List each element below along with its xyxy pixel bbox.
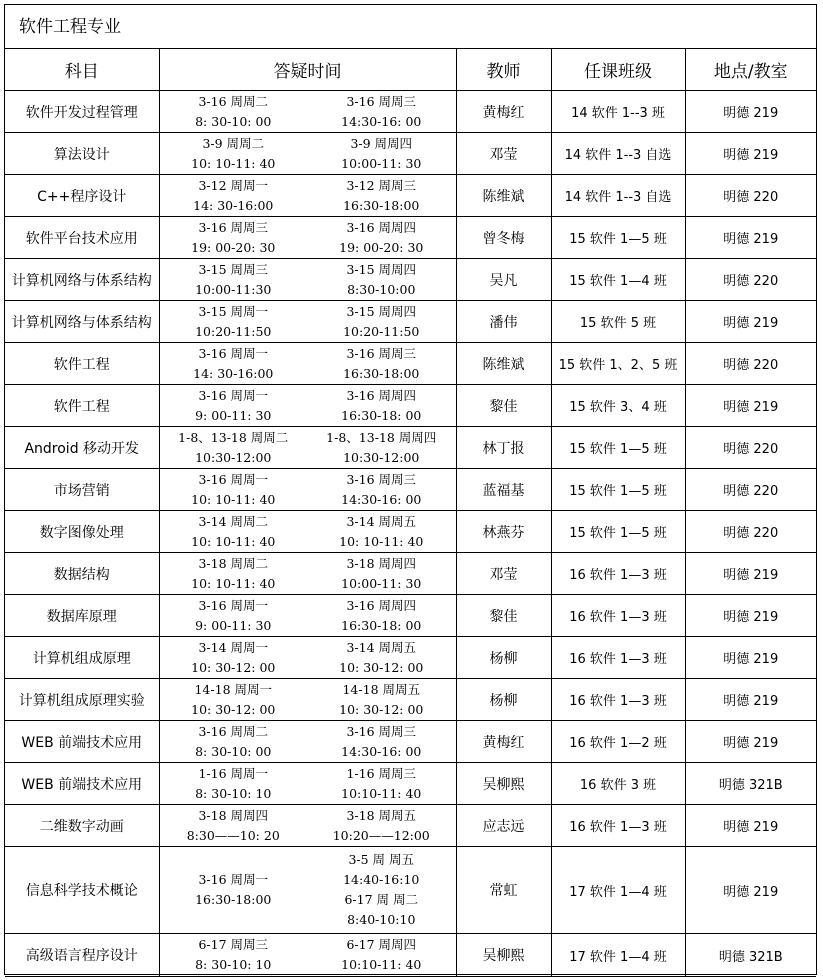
time-line: 10:10-11: 40 [341,957,422,972]
time-slot-1 [159,469,307,511]
time-line: 3-14 周周二 [198,513,269,529]
time-line: 10:20-11:50 [195,323,272,339]
subject-cell: 信息科学技术概论 [5,847,159,934]
time-line: 9: 00-11: 30 [195,407,272,423]
teacher-cell: 陈维斌 [456,343,551,385]
time-slot-2 [307,721,456,763]
time-line: 3-18 周周二 [198,555,269,571]
room-cell: 明德 321B [685,934,816,977]
header-room: 地点/教室 [685,49,816,91]
room-cell: 明德 219 [685,553,816,595]
classes-cell: 16 软件 1—3 班 [551,553,685,595]
time-line: 8:30-10:00 [347,281,416,297]
table-row [5,763,816,805]
time-slot-2 [307,133,456,175]
time-slot-1 [159,133,307,175]
time-slot-2 [307,175,456,217]
teacher-cell: 潘伟 [456,301,551,343]
time-line: 10: 10-11: 40 [191,575,276,591]
subject-cell: 软件平台技术应用 [5,217,159,259]
time-slot-1 [159,721,307,763]
classes-cell: 15 软件 1—5 班 [551,511,685,553]
subject-cell: 高级语言程序设计 [5,934,159,977]
time-line: 8:40-10:10 [347,912,416,927]
time-line: 1-16 周周一 [198,765,269,781]
time-line: 3-16 周周一 [198,345,269,361]
room-cell: 明德 219 [685,133,816,175]
table-row [5,175,816,217]
teacher-cell: 吴柳熙 [456,763,551,805]
time-line: 3-16 周周三 [346,93,417,109]
time-line: 14: 30-16:00 [193,365,274,381]
time-line: 3-15 周周四 [346,303,417,319]
time-line: 19: 00-20: 30 [339,239,424,255]
teacher-cell: 黎佳 [456,385,551,427]
teacher-cell: 吴凡 [456,259,551,301]
time-line: 3-12 周周三 [346,177,417,193]
time-slot-2 [307,469,456,511]
time-slot-2 [307,679,456,721]
time-line: 16:30-18: 00 [341,407,422,423]
time-line: 3-9 周周二 [202,135,265,151]
time-line: 3-16 周周二 [198,93,269,109]
subject-cell: 软件工程 [5,385,159,427]
time-line: 10:30-12:00 [343,449,420,465]
time-line: 8: 30-10: 10 [195,785,272,801]
teacher-cell: 林燕芬 [456,511,551,553]
time-line: 6-17 周 周二 [344,892,419,907]
table-row [5,427,816,469]
header-classes: 任课班级 [551,49,685,91]
time-line: 16:30-18:00 [343,365,420,381]
room-cell: 明德 219 [685,847,816,934]
table-row [5,301,816,343]
time-line: 10: 30-12: 00 [339,701,424,717]
time-line: 6-17 周周四 [346,937,417,952]
table-row [5,511,816,553]
room-cell: 明德 220 [685,511,816,553]
table-body [5,91,816,977]
classes-cell: 16 软件 1—3 班 [551,805,685,847]
page-title: 软件工程专业 [5,5,816,49]
time-slot-2 [307,259,456,301]
subject-cell: Android 移动开发 [5,427,159,469]
table-row [5,259,816,301]
time-line: 8:30——10: 20 [186,827,280,843]
classes-cell: 14 软件 1--3 自选 [551,133,685,175]
room-cell: 明德 220 [685,175,816,217]
table-row [5,91,816,133]
subject-cell: 计算机网络与体系结构 [5,301,159,343]
time-line: 10:10-11: 40 [341,785,422,801]
time-slot-1 [159,91,307,133]
time-line: 8: 30-10: 00 [195,113,272,129]
subject-cell: 市场营销 [5,469,159,511]
time-slot-2 [307,511,456,553]
subject-cell: WEB 前端技术应用 [5,763,159,805]
time-line: 3-14 周周五 [346,639,417,655]
table-row [5,805,816,847]
teacher-cell: 吴柳熙 [456,934,551,977]
time-line: 14-18 周周五 [342,681,420,697]
header-subject: 科目 [5,49,159,91]
time-slot-1 [159,637,307,679]
time-slot-1 [159,679,307,721]
teacher-cell: 杨柳 [456,679,551,721]
time-slot-1 [159,595,307,637]
subject-cell: 计算机组成原理 [5,637,159,679]
subject-cell: 计算机组成原理实验 [5,679,159,721]
subject-cell: 二维数字动画 [5,805,159,847]
time-line: 3-15 周周三 [198,261,269,277]
time-line: 19: 00-20: 30 [191,239,276,255]
time-line: 3-16 周周一 [198,872,269,887]
room-cell: 明德 220 [685,427,816,469]
subject-cell: WEB 前端技术应用 [5,721,159,763]
table-row [5,934,816,977]
time-slot-2 [307,553,456,595]
time-line: 3-18 周周四 [198,807,269,823]
room-cell: 明德 220 [685,343,816,385]
time-slot-1 [159,763,307,805]
time-slot-1 [159,301,307,343]
time-slot-2 [307,637,456,679]
teacher-cell: 杨柳 [456,637,551,679]
time-line: 16:30-18: 00 [341,617,422,633]
time-line: 3-16 周周三 [346,723,417,739]
time-line: 10:00-11: 30 [341,155,422,171]
classes-cell: 15 软件 1—4 班 [551,259,685,301]
room-cell: 明德 321B [685,763,816,805]
subject-cell: 数据库原理 [5,595,159,637]
time-slot-2 [307,427,456,469]
time-line: 3-9 周周四 [350,135,413,151]
time-line: 3-16 周周四 [346,219,417,235]
table-row [5,679,816,721]
time-line: 10:20-11:50 [343,323,420,339]
time-slot-1 [159,934,307,977]
time-line: 1-16 周周三 [346,765,417,781]
classes-cell: 16 软件 3 班 [551,763,685,805]
time-line: 9: 00-11: 30 [195,617,272,633]
table-row [5,469,816,511]
table-row [5,847,816,934]
classes-cell: 16 软件 1—3 班 [551,595,685,637]
classes-cell: 14 软件 1--3 班 [551,91,685,133]
time-slot-1 [159,343,307,385]
subject-cell: 计算机网络与体系结构 [5,259,159,301]
teacher-cell: 蓝福基 [456,469,551,511]
subject-cell: 数据结构 [5,553,159,595]
table-row [5,133,816,175]
time-slot-1 [159,805,307,847]
table-row [5,595,816,637]
time-slot-2 [307,763,456,805]
time-line: 3-16 周周三 [346,345,417,361]
time-line: 3-18 周周四 [346,555,417,571]
time-slot-2 [307,91,456,133]
classes-cell: 15 软件 5 班 [551,301,685,343]
classes-cell: 15 软件 1—5 班 [551,469,685,511]
time-line: 10: 10-11: 40 [339,533,424,549]
classes-cell: 16 软件 1—3 班 [551,637,685,679]
time-line: 3-16 周周一 [198,471,269,487]
room-cell: 明德 219 [685,805,816,847]
time-slot-2 [307,385,456,427]
room-cell: 明德 219 [685,217,816,259]
time-line: 10:20——12:00 [332,827,430,843]
time-slot-2 [307,343,456,385]
subject-cell: C++程序设计 [5,175,159,217]
time-line: 3-16 周周一 [198,597,269,613]
teacher-cell: 林丁报 [456,427,551,469]
table-row [5,217,816,259]
time-line: 3-14 周周一 [198,639,269,655]
time-line: 3-15 周周四 [346,261,417,277]
room-cell: 明德 220 [685,259,816,301]
time-slot-1 [159,511,307,553]
time-line: 1-8、13-18 周周二 [178,429,289,445]
teacher-cell: 陈维斌 [456,175,551,217]
time-slot-2 [307,847,456,934]
time-line: 14-18 周周一 [194,681,272,697]
time-slot-2 [307,805,456,847]
time-line: 10: 10-11: 40 [191,533,276,549]
time-line: 16:30-18:00 [195,892,272,907]
room-cell: 明德 220 [685,469,816,511]
time-slot-1 [159,385,307,427]
header-row [5,49,816,91]
room-cell: 明德 219 [685,637,816,679]
time-slot-1 [159,217,307,259]
header-teacher: 教师 [456,49,551,91]
room-cell: 明德 219 [685,91,816,133]
room-cell: 明德 219 [685,721,816,763]
time-line: 14:40-16:10 [343,872,420,887]
time-line: 10: 30-12: 00 [191,659,276,675]
room-cell: 明德 219 [685,301,816,343]
teacher-cell: 黄梅红 [456,721,551,763]
time-slot-1 [159,553,307,595]
subject-cell: 软件工程 [5,343,159,385]
schedule-table [5,49,816,977]
classes-cell: 15 软件 3、4 班 [551,385,685,427]
subject-cell: 数字图像处理 [5,511,159,553]
subject-cell: 算法设计 [5,133,159,175]
classes-cell: 16 软件 1—2 班 [551,721,685,763]
classes-cell: 15 软件 1、2、5 班 [551,343,685,385]
time-line: 14: 30-16:00 [193,197,274,213]
time-slot-2 [307,217,456,259]
time-slot-1 [159,847,307,934]
time-slot-2 [307,595,456,637]
classes-cell: 17 软件 1—4 班 [551,934,685,977]
classes-cell: 15 软件 1—5 班 [551,217,685,259]
time-line: 14:30-16: 00 [341,743,422,759]
time-line: 10: 10-11: 40 [191,491,276,507]
subject-cell: 软件开发过程管理 [5,91,159,133]
teacher-cell: 黄梅红 [456,91,551,133]
time-line: 8: 30-10: 10 [195,957,272,972]
classes-cell: 14 软件 1--3 自选 [551,175,685,217]
table-row [5,385,816,427]
time-slot-1 [159,427,307,469]
table-row [5,553,816,595]
time-line: 3-15 周周一 [198,303,269,319]
time-line: 10: 30-12: 00 [339,659,424,675]
time-line: 16:30-18:00 [343,197,420,213]
time-line: 10:30-12:00 [195,449,272,465]
time-line: 14:30-16: 00 [341,113,422,129]
time-line: 3-16 周周四 [346,387,417,403]
time-line: 3-12 周周一 [198,177,269,193]
teacher-cell: 黎佳 [456,595,551,637]
teacher-cell: 邓莹 [456,133,551,175]
schedule-sheet [4,4,817,975]
time-line: 3-16 周周四 [346,597,417,613]
table-row [5,343,816,385]
time-line: 10: 30-12: 00 [191,701,276,717]
teacher-cell: 应志远 [456,805,551,847]
classes-cell: 17 软件 1—4 班 [551,847,685,934]
teacher-cell: 曾冬梅 [456,217,551,259]
room-cell: 明德 219 [685,595,816,637]
time-line: 10:00-11:30 [195,281,272,297]
time-line: 10: 10-11: 40 [191,155,276,171]
table-row [5,637,816,679]
classes-cell: 16 软件 1—3 班 [551,679,685,721]
table-row [5,721,816,763]
teacher-cell: 邓莹 [456,553,551,595]
time-line: 3-16 周周三 [198,219,269,235]
time-line: 3-5 周 周五 [348,852,415,867]
header-time: 答疑时间 [159,49,456,91]
time-line: 6-17 周周三 [198,937,269,952]
time-line: 1-8、13-18 周周四 [326,429,437,445]
time-line: 3-16 周周二 [198,723,269,739]
time-line: 3-16 周周一 [198,387,269,403]
time-line: 10:00-11: 30 [341,575,422,591]
time-slot-1 [159,175,307,217]
classes-cell: 15 软件 1—5 班 [551,427,685,469]
time-line: 3-16 周周三 [346,471,417,487]
time-line: 14:30-16: 00 [341,491,422,507]
time-slot-2 [307,301,456,343]
time-line: 8: 30-10: 00 [195,743,272,759]
time-slot-1 [159,259,307,301]
room-cell: 明德 219 [685,385,816,427]
time-slot-2 [307,934,456,977]
teacher-cell: 常虹 [456,847,551,934]
time-line: 3-18 周周五 [346,807,417,823]
room-cell: 明德 219 [685,679,816,721]
time-line: 3-14 周周五 [346,513,417,529]
